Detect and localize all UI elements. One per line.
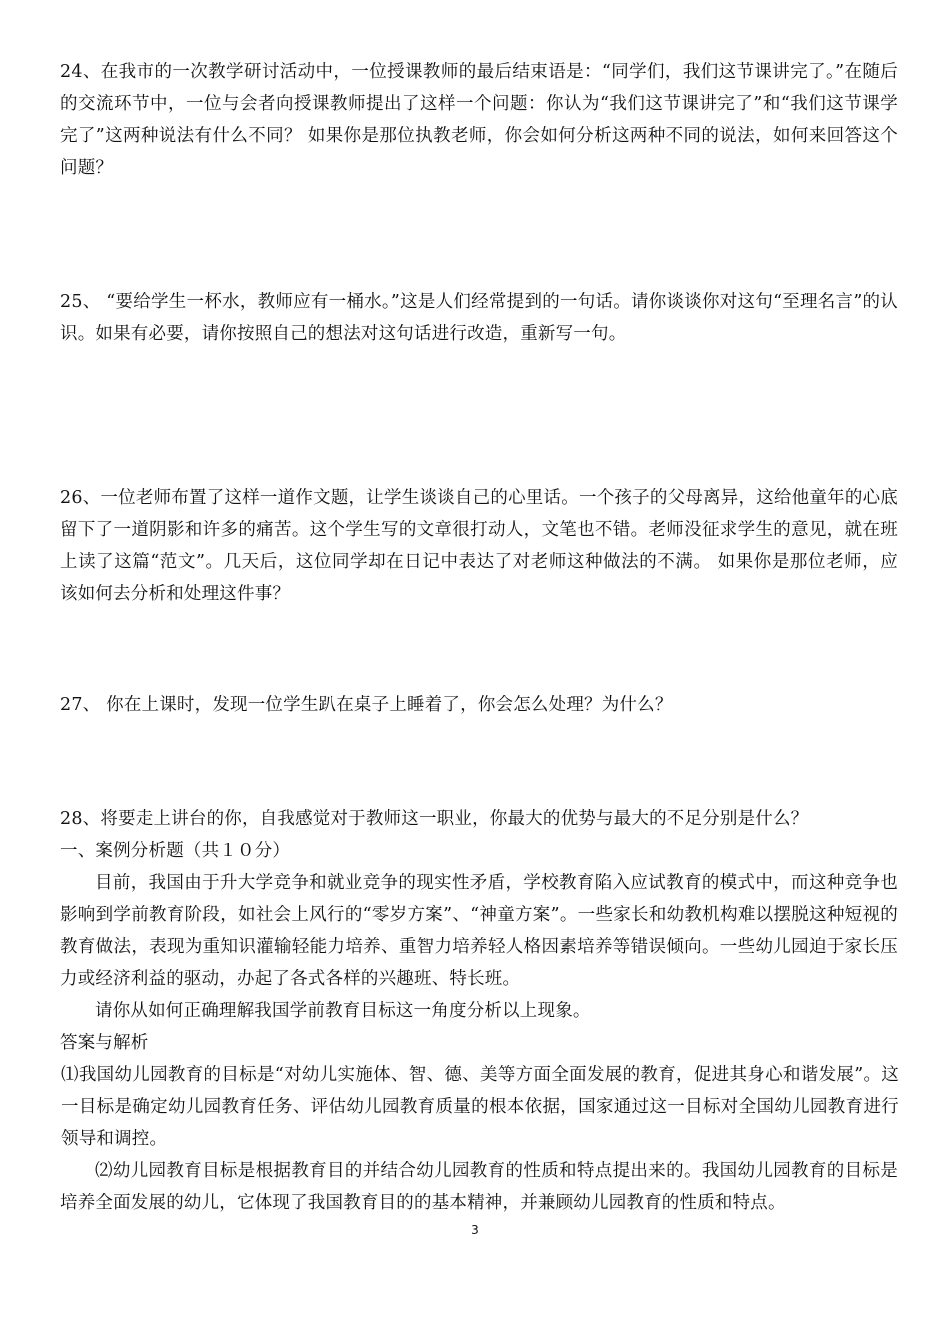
question-28: 28、将要走上讲台的你，自我感觉对于教师这一职业，你最大的优势与最大的不足分别是什么？ <box>60 809 809 829</box>
case-paragraph: 目前，我国由于升大学竞争和就业竞争的现实性矛盾，学校教育陷入应试教育的模式中，而这种竞争也影响到学前教育阶段，如社会上风行的“零岁方案”、“神童方案”。一些家长和幼教机构难以摆脱这种短视的教育做法，表现为重知识灌输轻能力培养、重智力培养轻人格因素培养等错误倾向。一些幼儿园迫于家长压力或经济利益的驱动，办起了各式各样的兴趣班、特长班。 <box>60 873 898 989</box>
case-question: 请你从如何正确理解我国学前教育目标这一角度分析以上现象。 <box>95 1001 591 1021</box>
question-24: 24、在我市的一次教学研讨活动中，一位授课教师的最后结束语是：“同学们，我们这节课讲完了。”在随后的交流环节中，一位与会者向授课教师提出了这样一个问题：你认为“我们这节课讲完了”和“我们这节课学完了”这两种说法有什么不同？ 如果你是那位执教老师，你会如何分析这两种不同的说法，如何来回答这个问题？ <box>60 62 898 178</box>
answer-point-2: ⑵幼儿园教育目标是根据教育目的并结合幼儿园教育的性质和特点提出来的。我国幼儿园教育的目标是培养全面发展的幼儿，它体现了我国教育目的的基本精神，并兼顾幼儿园教育的性质和特点。 <box>60 1161 898 1213</box>
answer-heading: 答案与解析 <box>60 1033 149 1053</box>
question-27: 27、 你在上课时，发现一位学生趴在桌子上睡着了，你会怎么处理？为什么？ <box>60 695 673 715</box>
page-number: 3 <box>471 1223 479 1237</box>
case-analysis-heading: 一、案例分析题（共１０分） <box>60 841 291 861</box>
question-25: 25、 “要给学生一杯水，教师应有一桶水。”这是人们经常提到的一句话。请你谈谈你对这句“至理名言”的认识。如果有必要，请你按照自己的想法对这句话进行改造，重新写一句。 <box>60 292 898 344</box>
question-26: 26、一位老师布置了这样一道作文题，让学生谈谈自己的心里话。一个孩子的父母离异，这给他童年的心底留下了一道阴影和许多的痛苦。这个学生写的文章很打动人，文笔也不错。老师没征求学生的意见，就在班上读了这篇“范文”。几天后，这位同学却在日记中表达了对老师这种做法的不满。 如果你是那位老师，应该如何去分析和处理这件事？ <box>60 488 898 604</box>
answer-point-1: ⑴我国幼儿园教育的目标是“对幼儿实施体、智、德、美等方面全面发展的教育，促进其身心和谐发展”。这一目标是确定幼儿园教育任务、评估幼儿园教育质量的根本依据，国家通过这一目标对全国幼儿园教育进行领导和调控。 <box>61 1065 899 1149</box>
